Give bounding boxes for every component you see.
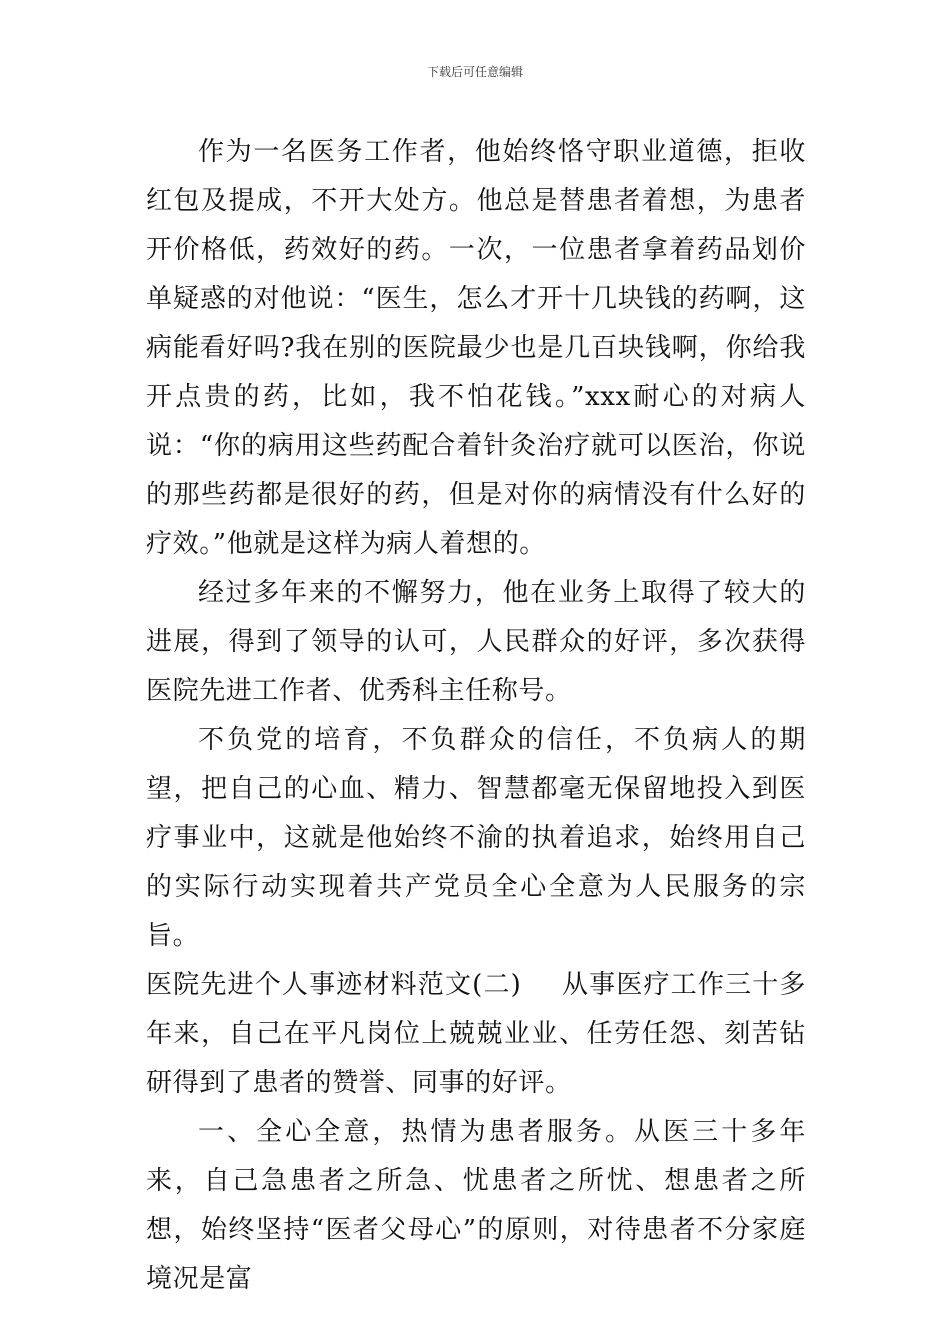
document-body [146, 128, 806, 1304]
paragraph-service: 一、全心全意，热情为患者服务。从医三十多年来，自己急患者之所急、忧患者之所忧、想患者之所想，始终坚持“医者父母心”的原则，对待患者不分家庭境况是富 [146, 1117, 806, 1294]
page-header: 下载后可任意编辑 [426, 65, 523, 79]
paragraph-achievements: 经过多年来的不懈努力，他在业务上取得了较大的进展，得到了领导的认可，人民群众的好评，多次获得医院先进工作者、优秀科主任称号。 [146, 578, 806, 706]
paragraph-ethics: 作为一名医务工作者，他始终恪守职业道德，拒收红包及提成，不开大处方。他总是替患者着想，为患者开价格低，药效好的药。一次，一位患者拿着药品划价单疑惑的对他说：“医生，怎么才开十几块钱的药啊，这病能看好吗?我在别的医院最少也是几百块钱啊，你给我开点贵的药，比如，我不怕花钱。”xxx耐心的对病人说：“你的病用这些药配合着针灸治疗就可以医治，你说的那些药都是很好的药，但是对你的病情没有什么好的疗效。”他就是这样为病人着想的。 [146, 137, 806, 559]
section-two [146, 961, 806, 1108]
section-title: 医院先进个人事迹材料范文(二) [146, 970, 522, 1000]
paragraph-dedication: 不负党的培育，不负群众的信任，不负病人的期望，把自己的心血、精力、智慧都毫无保留地投入到医疗事业中，这就是他始终不渝的执着追求，始终用自己的实际行动实现着共产党员全心全意为人民服务的宗旨。 [146, 725, 806, 951]
section-intro: 从事医疗工作三十多年来，自己在平凡岗位上兢兢业业、任劳任怨、刻苦钻研得到了患者的赞誉、同事的好评。 [146, 970, 806, 1098]
